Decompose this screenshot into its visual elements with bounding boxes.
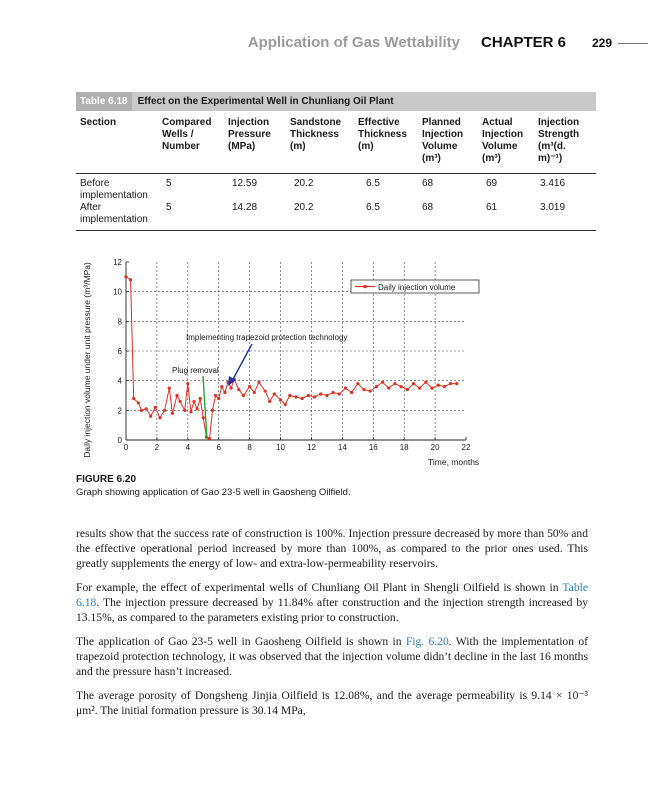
x-tick-label: 10: [276, 443, 285, 452]
data-point: [124, 275, 127, 278]
col-header-line: (m³): [422, 153, 441, 164]
data-point: [257, 381, 260, 384]
data-point: [242, 394, 245, 397]
paragraph-text: . The injection pressure decreased by 11.84% after construction and the injection strength increased by 13.15%, as compared to the parameters existing prior to construction.: [76, 596, 588, 624]
body-text: [76, 526, 588, 727]
table-row: [76, 202, 596, 231]
data-point: [263, 389, 266, 392]
table-label: Table 6.18: [76, 92, 132, 111]
x-tick-label: 14: [337, 443, 347, 452]
col-header-line: Wells /: [162, 129, 194, 140]
data-point: [294, 395, 297, 398]
paragraph-text: The application of Gao 23-5 well in Gaosheng Oilfield is shown in: [76, 635, 406, 648]
data-point: [208, 437, 211, 440]
col-header-pressure: [228, 117, 271, 153]
data-point: [375, 385, 378, 388]
col-header-line: Effective: [358, 117, 400, 128]
data-point: [171, 412, 174, 415]
data-point: [158, 416, 161, 419]
paragraph: [76, 580, 588, 625]
x-tick-label: 6: [216, 443, 221, 452]
col-header-line: Compared: [162, 117, 212, 128]
x-axis-label: Time, months: [428, 457, 480, 467]
data-point: [195, 407, 198, 410]
data-point: [284, 403, 287, 406]
annotation-trapezoid: Implementing trapezoid protection technology: [186, 333, 348, 342]
data-point: [253, 391, 256, 394]
x-tick-label: 12: [307, 443, 316, 452]
table-cell: 68: [422, 178, 434, 189]
data-point: [288, 394, 291, 397]
y-axis-label: Daily injection volume under unit pressure (m³/MPa): [82, 262, 92, 458]
table-cell: 5: [166, 202, 172, 213]
table-cell: 14.28: [232, 202, 258, 213]
data-point: [237, 388, 240, 391]
col-header-line: (m): [358, 141, 374, 152]
data-point: [132, 397, 135, 400]
data-point: [140, 409, 143, 412]
table-cell: 12.59: [232, 178, 258, 189]
col-header-line: Injection: [228, 117, 270, 128]
data-point: [362, 388, 365, 391]
data-point: [129, 278, 132, 281]
y-tick-label: 0: [117, 436, 122, 445]
x-tick-label: 2: [154, 443, 160, 452]
col-header-line: Injection: [538, 117, 580, 128]
table-cell: After implementation: [80, 202, 148, 225]
data-point: [186, 382, 189, 385]
col-header-line: Injection: [482, 129, 524, 140]
y-tick-label: 2: [117, 406, 122, 416]
annotation-arrow-blue: [232, 344, 252, 381]
col-header-sandstone: [290, 117, 341, 153]
table-cell: 5: [166, 178, 172, 189]
paragraph-text: For example, the effect of experimental wells of Chunliang Oil Plant in Shengli Oilfield is shown in: [76, 581, 563, 594]
data-point: [418, 386, 421, 389]
data-point: [178, 400, 181, 403]
data-point: [331, 391, 334, 394]
y-tick-label: 6: [117, 347, 122, 356]
col-header-actual: [482, 117, 523, 165]
data-point: [217, 397, 220, 400]
data-point: [424, 381, 427, 384]
x-tick-label: 0: [123, 443, 129, 452]
y-tick-label: 4: [117, 376, 122, 386]
data-point: [307, 394, 310, 397]
table-cell: 3.416: [540, 178, 566, 189]
chart-series: [124, 275, 458, 440]
col-header-planned: [422, 117, 463, 165]
x-tick-label: 4: [185, 443, 191, 452]
table-caption: [76, 92, 596, 111]
col-header-line: Number: [162, 141, 200, 152]
header-chapter: CHAPTER 6: [480, 34, 566, 51]
header-section-title: Application of Gas Wettability: [247, 34, 460, 51]
data-point: [248, 385, 251, 388]
data-point: [412, 382, 415, 385]
table-row: [76, 178, 596, 202]
data-point: [449, 382, 452, 385]
table-cell: 6.5: [366, 202, 380, 213]
data-table: [76, 113, 596, 231]
x-tick-label: 18: [399, 443, 409, 452]
x-tick-label: 16: [368, 443, 378, 452]
table-cell: 61: [486, 202, 498, 213]
table-cell: 3.019: [540, 202, 566, 213]
data-point: [387, 386, 390, 389]
data-point: [393, 382, 396, 385]
line-chart: [76, 252, 596, 472]
y-tick-label: 12: [113, 258, 122, 267]
data-point: [443, 385, 446, 388]
table-header-row: [76, 113, 596, 174]
data-point: [137, 401, 140, 404]
paragraph: [76, 634, 588, 679]
col-header-line: Actual: [482, 117, 513, 128]
data-point: [199, 397, 202, 400]
data-point: [168, 386, 171, 389]
data-point: [202, 416, 205, 419]
col-header-line: m)⁻¹): [538, 153, 563, 164]
col-header-line: Volume: [422, 141, 458, 152]
y-tick-label: 8: [117, 317, 122, 327]
legend-label: Daily injection volume: [378, 283, 456, 292]
running-header: [0, 34, 648, 54]
data-point: [154, 406, 157, 409]
data-point: [189, 410, 192, 413]
col-header-line: Planned: [422, 117, 461, 128]
data-point: [279, 398, 282, 401]
col-header-section: [80, 117, 116, 129]
x-tick-label: 8: [247, 443, 252, 452]
col-header-line: Strength: [538, 129, 580, 140]
table-cell: 20.2: [294, 178, 314, 189]
legend-marker: [363, 285, 367, 289]
figure-caption: Graph showing application of Gao 23-5 well in Gaosheng Oilfield.: [76, 487, 351, 498]
table-link[interactable]: Table 6.18: [76, 581, 588, 609]
col-header-line: Thickness: [290, 129, 339, 140]
data-point: [183, 409, 186, 412]
paragraph: The average porosity of Dongsheng Jinjia Oilfield is 12.08%, and the average permeability is 9.14 × 10⁻³ μm². The initial formation pressure is 30.14 MPa,: [76, 689, 588, 717]
data-point: [455, 382, 458, 385]
data-point: [437, 384, 440, 387]
chart-legend: [351, 280, 479, 293]
data-point: [344, 386, 347, 389]
data-point: [350, 391, 353, 394]
col-header-effective: [358, 117, 407, 153]
col-header-line: Section: [80, 117, 117, 128]
data-point: [369, 389, 372, 392]
table-cell: 6.5: [366, 178, 380, 189]
data-point: [192, 400, 195, 403]
series-line: [126, 277, 457, 439]
col-header-strength: [538, 117, 579, 165]
data-point: [381, 381, 384, 384]
figure-link[interactable]: Fig. 6.20: [405, 635, 449, 648]
col-header-line: Thickness: [358, 129, 407, 140]
col-header-line: (MPa): [228, 141, 256, 152]
col-header-line: Pressure: [228, 129, 271, 140]
table-cell: 20.2: [294, 202, 314, 213]
paragraph: results show that the success rate of construction is 100%. Injection pressure decreased by more than 50% and the effective operational period increased by more than 100%, as compared to the prior ones used. This greatly supplements the energy of low- and extra-low-permeability reservoirs.: [76, 527, 588, 570]
data-point: [313, 395, 316, 398]
x-tick-label: 20: [430, 443, 440, 452]
data-point: [211, 409, 214, 412]
data-point: [273, 392, 276, 395]
data-point: [268, 400, 271, 403]
y-tick-label: 10: [113, 287, 122, 297]
data-point: [319, 392, 322, 395]
figure-title: FIGURE 6.20: [76, 474, 137, 485]
table-cell: 68: [422, 202, 434, 213]
col-header-line: (m³): [482, 153, 501, 164]
col-header-line: (m³(d.: [538, 141, 566, 152]
data-point: [223, 391, 226, 394]
data-point: [175, 394, 178, 397]
data-point: [214, 394, 217, 397]
table-title: Effect on the Experimental Well in Chunliang Oil Plant: [137, 96, 394, 107]
paragraph-text: . With the implementation of trapezoid protection technology, it was observed that the injection volume didn’t decline in the last 16 months and the pressure hasn’t increased.: [76, 635, 588, 678]
table-cell: 69: [486, 178, 498, 189]
data-point: [338, 392, 341, 395]
col-header-line: Injection: [422, 129, 464, 140]
data-point: [356, 382, 359, 385]
data-point: [406, 388, 409, 391]
annotation-plug-removal: Plug removal: [172, 366, 219, 375]
col-header-line: Volume: [482, 141, 518, 152]
col-header-line: (m): [290, 141, 306, 152]
data-point: [325, 394, 328, 397]
table-cell: Before implementation: [80, 178, 148, 201]
data-point: [220, 385, 223, 388]
data-point: [149, 415, 152, 418]
page-number: 229: [591, 36, 612, 50]
data-point: [430, 386, 433, 389]
header-rule: [618, 43, 648, 44]
data-point: [399, 385, 402, 388]
x-tick-label: 22: [461, 443, 471, 452]
data-point: [144, 407, 147, 410]
data-point: [163, 409, 166, 412]
data-point: [229, 386, 232, 389]
data-point: [301, 397, 304, 400]
col-header-wells: [162, 117, 211, 153]
col-header-line: Sandstone: [290, 117, 342, 128]
